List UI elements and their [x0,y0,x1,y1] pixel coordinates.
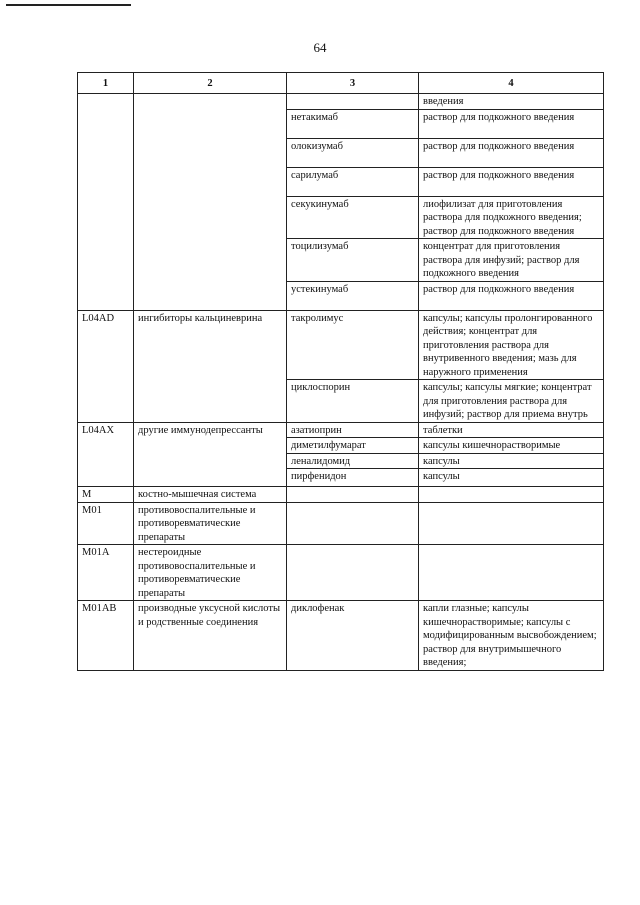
form-cell: введения [419,94,604,110]
form-cell: концентрат для приготовления раствора для инфузий; раствор для подкожного введения [419,239,604,282]
table-row [78,545,604,601]
form-cell: капли глазные; капсулы кишечнорастворимые; капсулы с модифицированным высвобождением; раствор для внутримышечного введения; [419,601,604,671]
code-cell: L04AD [78,310,134,422]
header-col-2: 2 [134,73,287,94]
drug-cell: секукинумаб [287,196,419,239]
table-row [78,310,604,380]
form-cell: раствор для подкожного введения [419,109,604,138]
header-col-3: 3 [287,73,419,94]
drug-cell: устекинумаб [287,281,419,310]
table-row [78,422,604,438]
drug-cell [287,94,419,110]
code-cell: M01A [78,545,134,601]
group-cell [134,94,287,311]
form-cell: таблетки [419,422,604,438]
group-cell: ингибиторы кальциневрина [134,310,287,422]
drug-cell [287,487,419,503]
table-row [78,502,604,545]
table-row [78,94,604,110]
drug-cell: сарилумаб [287,167,419,196]
table-row [78,601,604,671]
group-cell: нестероидные противовоспалительные и противоревматические препараты [134,545,287,601]
drug-table [77,72,604,671]
form-cell: капсулы; капсулы мягкие; концентрат для приготовления раствора для инфузий; раствор для приема внутрь [419,380,604,423]
drug-cell: диклофенак [287,601,419,671]
form-cell: лиофилизат для приготовления раствора для подкожного введения; раствор для подкожного введения [419,196,604,239]
form-cell: капсулы; капсулы пролонгированного действия; концентрат для приготовления раствора для внутривенного введения; мазь для наружного применения [419,310,604,380]
drug-cell [287,502,419,545]
drug-cell: диметилфумарат [287,438,419,454]
drug-cell: азатиоприн [287,422,419,438]
form-cell: капсулы [419,453,604,469]
code-cell: M [78,487,134,503]
top-rule [6,4,131,6]
drug-cell: такролимус [287,310,419,380]
form-cell: капсулы [419,469,604,487]
drug-cell: циклоспорин [287,380,419,423]
form-cell [419,487,604,503]
form-cell [419,502,604,545]
group-cell: другие иммунодепрессанты [134,422,287,487]
code-cell [78,94,134,311]
code-cell: L04AX [78,422,134,487]
form-cell [419,545,604,601]
form-cell: раствор для подкожного введения [419,167,604,196]
header-col-1: 1 [78,73,134,94]
drug-cell: олокизумаб [287,138,419,167]
group-cell: костно-мышечная система [134,487,287,503]
table-row [78,487,604,503]
header-row [78,73,604,94]
drug-cell: нетакимаб [287,109,419,138]
form-cell: капсулы кишечнорастворимые [419,438,604,454]
group-cell: производные уксусной кислоты и родственные соединения [134,601,287,671]
drug-cell: пирфенидон [287,469,419,487]
code-cell: M01 [78,502,134,545]
form-cell: раствор для подкожного введения [419,281,604,310]
code-cell: M01AB [78,601,134,671]
drug-cell [287,545,419,601]
drug-cell: леналидомид [287,453,419,469]
form-cell: раствор для подкожного введения [419,138,604,167]
drug-cell: тоцилизумаб [287,239,419,282]
group-cell: противовоспалительные и противоревматические препараты [134,502,287,545]
page-number: 64 [313,40,327,55]
header-col-4: 4 [419,73,604,94]
